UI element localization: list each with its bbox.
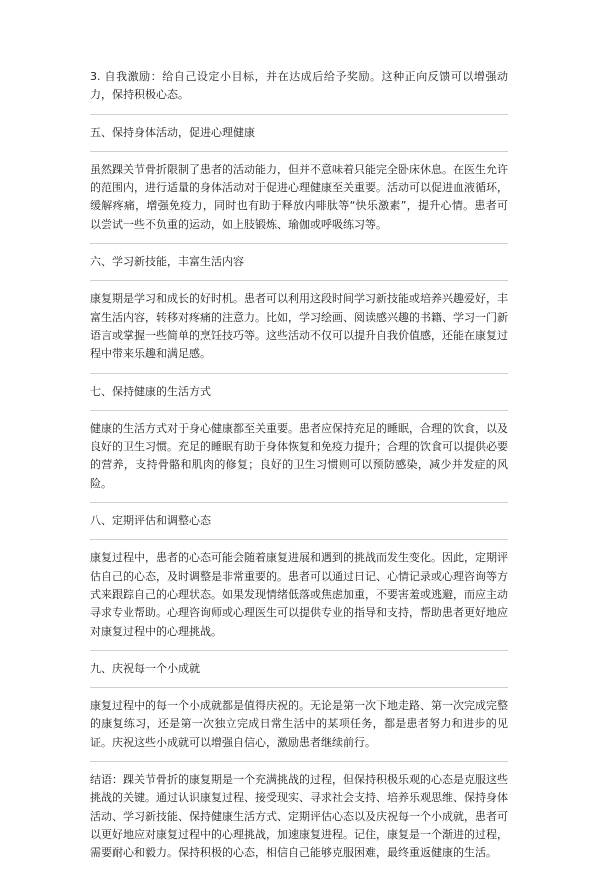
section-divider <box>90 502 508 503</box>
paragraph-physical-activity: 虽然踝关节骨折限制了患者的活动能力，但并不意味着只能完全卧床休息。在医生允许的范围内，进行适量的身体活动对于促进心理健康至关重要。活动可以促进血液循环，缓解疼痛，增强免疫力，同时也有助于释放内啡肽等“快乐激素”，提升心情。患者可以尝试一些不负重的运动，如上肢锻炼、瑜伽或呼吸练习等。 <box>90 162 508 231</box>
paragraph-self-motivation: 3. 自我激励：给自己设定小目标，并在达成后给予奖励。这种正向反馈可以增强动力，保持积极心态。 <box>90 70 508 102</box>
section-heading-6: 六、学习新技能，丰富生活内容 <box>90 255 244 269</box>
section-divider <box>90 761 508 762</box>
paragraph-healthy-lifestyle: 健康的生活方式对于身心健康都至关重要。患者应保持充足的睡眠，合理的饮食，以及良好的卫生习惯。充足的睡眠有助于身体恢复和免疫力提升；合理的饮食可以提供必要的营养，支持骨骼和肌肉的修复；良好的卫生习惯则可以预防感染，减少并发症的风险。 <box>90 421 508 490</box>
section-divider <box>90 373 508 374</box>
section-divider <box>90 410 508 411</box>
section-heading-7: 七、保持健康的生活方式 <box>90 384 211 398</box>
section-divider <box>90 243 508 244</box>
paragraph-evaluate-mindset: 康复过程中，患者的心态可能会随着康复进展和遇到的挑战而发生变化。因此，定期评估自己的心态，及时调整是非常重要的。患者可以通过日记、心情记录或心理咨询等方式来跟踪自己的心理状态。如果发现情绪低落或焦虑加重，不要害羞或逃避，而应主动寻求专业帮助。心理咨询师或心理医生可以提供专业的指导和支持，帮助患者更好地应对康复过程中的心理挑战。 <box>90 551 508 638</box>
section-heading-5: 五、保持身体活动，促进心理健康 <box>90 125 255 139</box>
paragraph-conclusion: 结语：踝关节骨折的康复期是一个充满挑战的过程，但保持积极乐观的心态是克服这些挑战的关键。通过认识康复过程、接受现实、寻求社会支持、培养乐观思维、保持身体活动、学习新技能、保持健康生活方式、定期评估心态以及庆祝每一个小成就，患者可以更好地应对康复过程中的心理挑战，加速康复进程。记住，康复是一个渐进的过程，需要耐心和毅力。保持积极的心态，相信自己能够克服困难，最终重返健康的生活。 <box>90 773 508 860</box>
section-divider <box>90 539 508 540</box>
paragraph-celebrate: 康复过程中的每一个小成就都是值得庆祝的。无论是第一次下地走路、第一次完成完整的康复练习，还是第一次独立完成日常生活中的某项任务，都是患者努力和进步的见证。庆祝这些小成就可以增强自信心，激励患者继续前行。 <box>90 699 508 749</box>
section-divider <box>90 650 508 651</box>
section-heading-8: 八、定期评估和调整心态 <box>90 514 211 528</box>
section-divider <box>90 280 508 281</box>
section-heading-9: 九、庆祝每一个小成就 <box>90 661 200 675</box>
section-divider <box>90 151 508 152</box>
section-divider <box>90 114 508 115</box>
document-page <box>90 68 508 872</box>
paragraph-learn-skills: 康复期是学习和成长的好时机。患者可以利用这段时间学习新技能或培养兴趣爱好，丰富生活内容，转移对疼痛的注意力。比如，学习绘画、阅读感兴趣的书籍、学习一门新语言或掌握一些简单的烹饪技巧等。这些活动不仅可以提升自我价值感，还能在康复过程中带来乐趣和满足感。 <box>90 292 508 361</box>
section-divider <box>90 687 508 688</box>
